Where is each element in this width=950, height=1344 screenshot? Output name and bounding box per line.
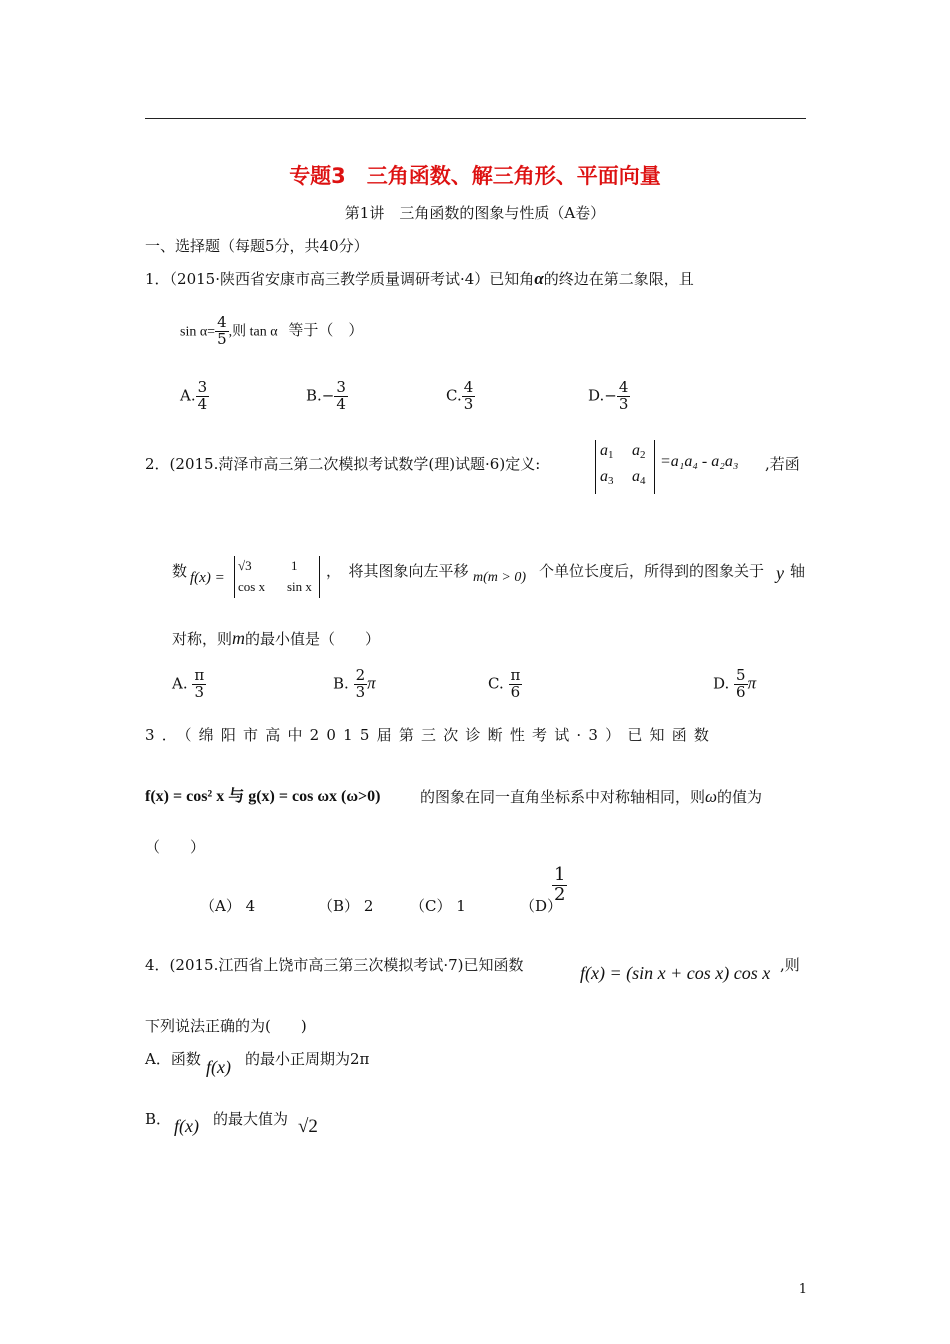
q4-option-b-label: B． [145,1110,172,1128]
page-title: 专题3 三角函数、解三角形、平面向量 [289,164,661,188]
page-number: 1 [798,1282,807,1297]
q4-option-a-fx: f(x) [206,1057,231,1077]
q2-stem: 2．(2015.菏泽市高三第二次模拟考试数学(理)试题·6)定义: [145,455,541,473]
q3-stem2: 的图象在同一直角坐标系中对称轴相同，则ω的值为 [420,787,763,806]
q2-line2-mid: ， 将其图象向左平移 [326,562,469,580]
q2-option-d: D. $\frac{5}{6}$ π [713,666,757,701]
q1-stem: 1．（2015·陕西省安康市高三教学质量调研考试·4）已知角α的终边在第二象限，且 [145,269,694,288]
q2-line2-start: 数 [172,562,188,580]
q1-option-a: A. $\frac{3}{4}$ [180,378,208,413]
q2-line3: 对称，则m的最小值是（ ） [172,628,381,648]
q4-option-b-value: √2 [298,1116,318,1137]
q4-option-a-label: A．函数 [145,1050,201,1068]
q3-formula: f(x) = cos² x 与 g(x) = cos ωx (ω>0) [145,788,381,805]
q1-option-d: D.− $\frac{4}{3}$ [588,378,629,413]
q3-stem: 3．（绵阳市高中2015届第三次诊断性考试·3）已知函数 [145,726,717,744]
q2-shift: m(m > 0) [473,570,526,585]
q2-axis: 轴 [790,562,806,580]
q2-y: y [776,563,784,583]
q1-option-c: C. $\frac{4}{3}$ [446,378,474,413]
q4-stem: 4．(2015.江西省上饶市高三第三次模拟考试·7)已知函数 [145,956,524,974]
q4-option-a-text: 的最小正周期为2π [245,1050,370,1068]
q3-option-d-label: （D） [520,897,563,915]
q2-option-b: B. $\frac{2}{3}$ π [333,666,376,701]
q2-stem-end: ,若函 [765,455,800,473]
q4-stem-end: ,则 [780,956,800,974]
q3-option-b: （B） 2 [318,897,374,915]
q2-option-a: A. $\frac{\pi}{3}$ [172,666,205,701]
q3-option-a: （A） 4 [200,897,256,915]
q3-option-c: （C） 1 [410,897,466,915]
q3-paren: （ ） [145,838,206,856]
q2-fx: f(x) = [190,570,225,586]
q4-option-b-fx: f(x) [174,1116,199,1136]
q4-line2: 下列说法正确的为( ) [145,1017,307,1035]
q2-function-determinant: √3 1 cos x sin x [234,556,320,598]
q1-condition: sin α= $\frac{4}{5}$ ,则 tan α 等于（ ） [180,313,364,348]
section-heading: 一、选择题（每题5分，共40分） [145,237,369,255]
page-subtitle: 第1讲 三角函数的图象与性质（A卷） [344,204,606,222]
q2-definition-determinant: $a_1$ $a_2$ $a_3$ $a_4$ [595,440,655,494]
q2-det-rhs: =a₁a₄ - a₂a₃ [660,453,739,470]
q1-option-b: B.− $\frac{3}{4}$ [306,378,346,413]
q2-option-c: C. $\frac{\pi}{6}$ [488,666,521,701]
q4-option-b-text: 的最大值为 [213,1110,289,1128]
q2-line2-end: 个单位长度后，所得到的图象关于 [539,562,765,580]
header-rule [145,118,806,119]
q3-option-d-frac: $\frac{1}{2}$ [554,864,566,905]
q4-formula: f(x) = (sin x + cos x) cos x [580,963,771,983]
